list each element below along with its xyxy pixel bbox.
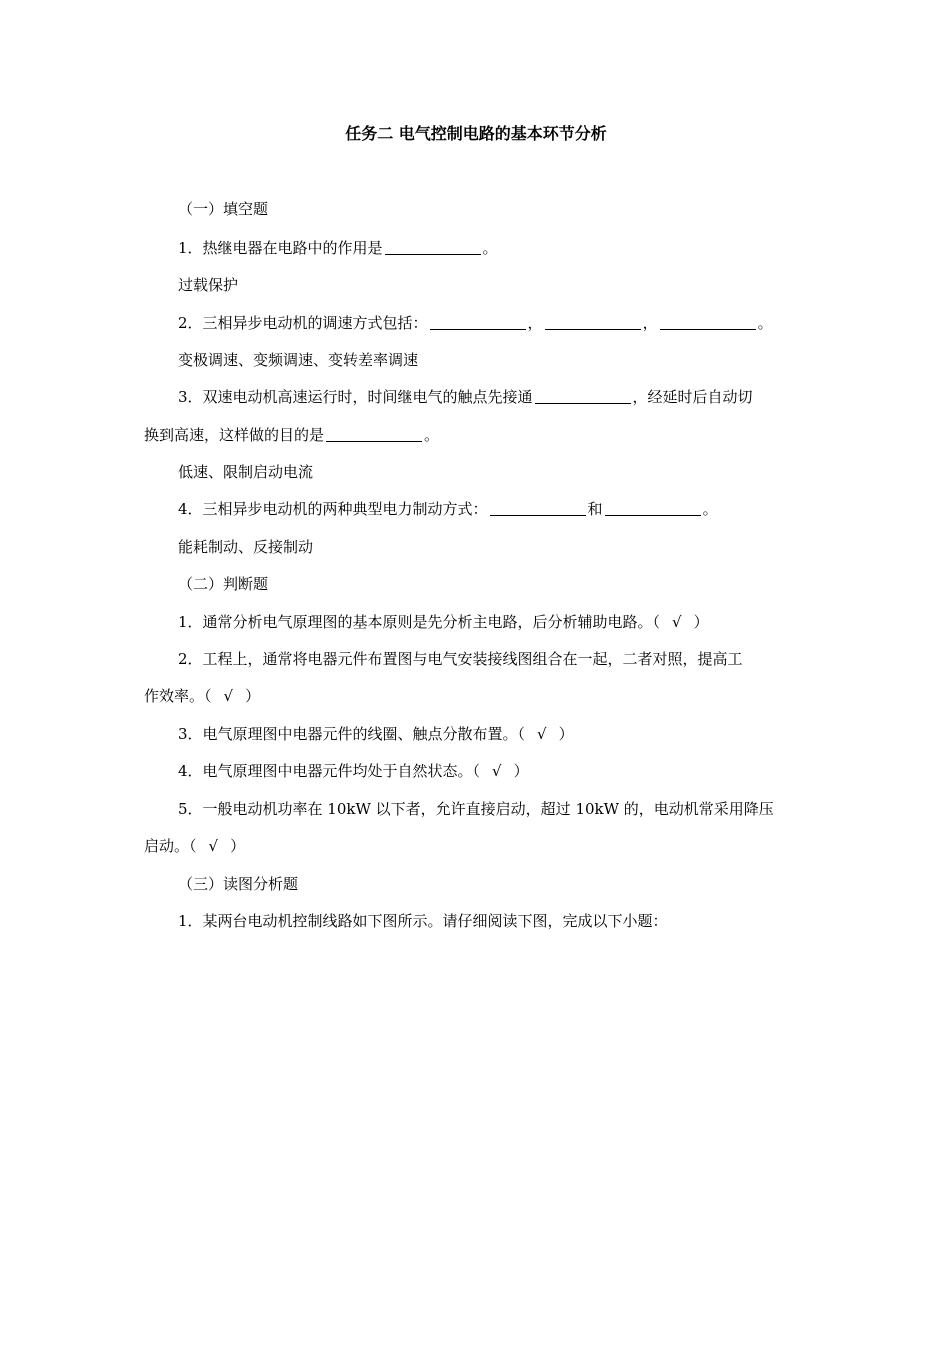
question-judge-4 [178, 760, 529, 782]
question-judge-1 [178, 611, 709, 633]
question-fill-2 [178, 312, 773, 334]
question-judge-5-line-2 [144, 835, 245, 857]
section-heading-diagram-analysis: （三）读图分析题 [178, 875, 299, 893]
section-heading-fill-in: （一）填空题 [178, 200, 269, 218]
punctuation: ， [642, 314, 658, 332]
question-text: 3．电气原理图中电器元件的线圈、触点分散布置。（ [178, 725, 526, 743]
answer-blank [660, 313, 756, 330]
check-mark: √ [208, 837, 219, 855]
answer-blank [535, 387, 631, 404]
question-text: ，经延时后自动切 [632, 388, 753, 406]
answer-fill-2: 变极调速、变频调速、变转差率调速 [178, 351, 419, 369]
punctuation: 。 [757, 314, 773, 332]
punctuation: 。 [482, 239, 498, 257]
question-fill-1 [178, 237, 498, 259]
question-text: 3．双速电动机高速运行时，时间继电气的触点先接通 [178, 388, 533, 406]
punctuation: ） [513, 762, 529, 780]
question-judge-2-line-2 [144, 685, 260, 707]
question-text: 启动。（ [144, 837, 197, 855]
question-diagram-1: 1．某两台电动机控制线路如下图所示。请仔细阅读下图，完成以下小题： [178, 912, 668, 930]
answer-fill-4: 能耗制动、反接制动 [178, 538, 314, 556]
question-judge-3 [178, 723, 574, 745]
answer-blank [326, 425, 422, 442]
question-text: 4．三相异步电动机的两种典型电力制动方式： [178, 500, 488, 518]
punctuation: ） [230, 837, 246, 855]
answer-blank [605, 499, 701, 516]
question-text: 1．通常分析电气原理图的基本原则是先分析主电路，后分析辅助电路。（ [178, 613, 661, 631]
question-text: 1．热继电器在电路中的作用是 [178, 239, 383, 257]
punctuation: ） [245, 687, 261, 705]
check-mark: √ [537, 725, 547, 743]
question-judge-2-line-1: 2．工程上，通常将电器元件布置图与电气安装接线图组合在一起，二者对照，提高工 [178, 650, 743, 668]
check-mark: √ [492, 762, 502, 780]
answer-blank [490, 499, 586, 516]
connector: 和 [587, 500, 603, 518]
answer-blank [385, 238, 481, 255]
punctuation: ， [527, 314, 543, 332]
question-text: 2．三相异步电动机的调速方式包括： [178, 314, 428, 332]
check-mark: √ [223, 687, 234, 705]
question-fill-4 [178, 498, 718, 520]
punctuation: 。 [424, 426, 440, 444]
answer-fill-3: 低速、限制启动电流 [178, 463, 314, 481]
question-text: 换到高速，这样做的目的是 [144, 426, 325, 444]
question-text: 4．电气原理图中电器元件均处于自然状态。（ [178, 762, 481, 780]
question-text: 作效率。（ [144, 687, 212, 705]
answer-blank [545, 313, 641, 330]
question-fill-3-line-1 [178, 386, 753, 408]
punctuation: 。 [702, 500, 718, 518]
question-judge-5-line-1: 5．一般电动机功率在 10kW 以下者，允许直接启动，超过 10kW 的，电动机常采用降压 [178, 800, 774, 818]
answer-blank [430, 313, 526, 330]
punctuation: ） [693, 613, 709, 631]
question-fill-3-line-2 [144, 424, 439, 446]
punctuation: ） [558, 725, 574, 743]
section-heading-true-false: （二）判断题 [178, 575, 269, 593]
answer-fill-1: 过载保护 [178, 276, 239, 294]
page-title: 任务二 电气控制电路的基本环节分析 [345, 124, 607, 143]
check-mark: √ [672, 613, 682, 631]
